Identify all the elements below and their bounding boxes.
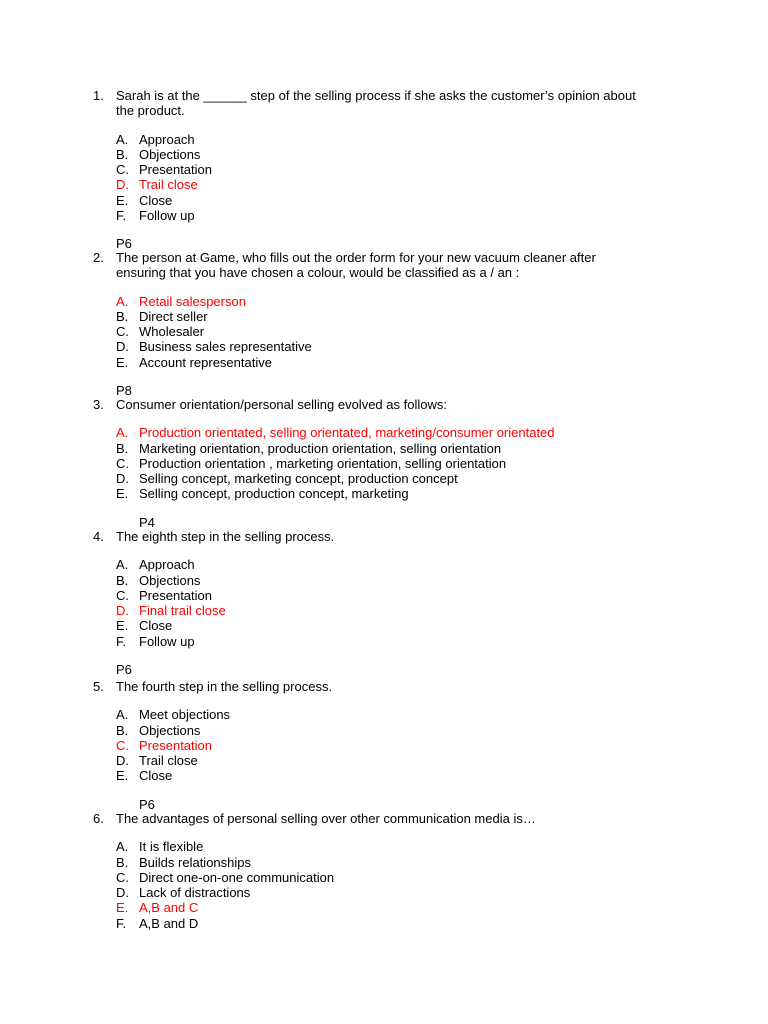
option-a bbox=[0, 294, 768, 309]
question-text: The person at Game, who fills out the order form for your new vacuum cleaner after ensuring that you have chosen a colour, would be classified as a / an : bbox=[116, 250, 596, 281]
question-number: 4. bbox=[93, 529, 104, 544]
option-text: Direct one-on-one communication bbox=[139, 869, 335, 885]
question-text: Sarah is at the ______ step of the selling process if she asks the customer’s opinion about the product. bbox=[116, 88, 636, 119]
question-text: The eighth step in the selling process. bbox=[116, 529, 335, 544]
option-d bbox=[0, 177, 768, 192]
option-text: Objections bbox=[139, 572, 201, 588]
option-letter: D. bbox=[116, 603, 129, 619]
option-letter: B. bbox=[116, 146, 129, 162]
option-f bbox=[0, 634, 768, 649]
option-letter: D. bbox=[116, 177, 129, 193]
option-a bbox=[0, 707, 768, 722]
option-b bbox=[0, 147, 768, 162]
option-d bbox=[0, 471, 768, 486]
option-letter: B. bbox=[116, 308, 129, 324]
question-number: 2. bbox=[93, 250, 104, 265]
page-reference: P4 bbox=[139, 514, 155, 530]
option-letter: C. bbox=[116, 587, 129, 603]
option-c bbox=[0, 738, 768, 753]
option-text: Objections bbox=[139, 146, 201, 162]
option-e bbox=[0, 900, 768, 915]
option-text: Approach bbox=[139, 557, 195, 573]
option-a bbox=[0, 557, 768, 572]
option-text: Business sales representative bbox=[139, 339, 312, 355]
option-list bbox=[0, 132, 768, 224]
option-e bbox=[0, 618, 768, 633]
option-text: Account representative bbox=[139, 354, 272, 370]
option-text: Objections bbox=[139, 722, 201, 738]
option-text: Final trail close bbox=[139, 603, 226, 619]
option-letter: C. bbox=[116, 737, 129, 753]
option-text: Close bbox=[139, 192, 173, 208]
option-d bbox=[0, 885, 768, 900]
option-b bbox=[0, 573, 768, 588]
option-letter: B. bbox=[116, 572, 129, 588]
question-stem bbox=[0, 679, 646, 694]
question-text: The advantages of personal selling over other communication media is… bbox=[116, 811, 536, 826]
option-list bbox=[0, 294, 768, 370]
question-text: The fourth step in the selling process. bbox=[116, 679, 333, 694]
option-text: Wholesaler bbox=[139, 324, 205, 340]
question-text: Consumer orientation/personal selling evolved as follows: bbox=[116, 397, 447, 412]
option-list bbox=[0, 557, 768, 649]
question-5 bbox=[0, 679, 768, 812]
option-b bbox=[0, 855, 768, 870]
option-letter: A. bbox=[116, 425, 129, 441]
option-letter: E. bbox=[116, 900, 129, 916]
page-reference: P8 bbox=[116, 383, 132, 399]
option-c bbox=[0, 456, 768, 471]
option-text: Presentation bbox=[139, 162, 212, 178]
option-c bbox=[0, 324, 768, 339]
option-text: Close bbox=[139, 768, 173, 784]
option-b bbox=[0, 723, 768, 738]
option-letter: A. bbox=[116, 839, 129, 855]
option-c bbox=[0, 870, 768, 885]
question-number: 6. bbox=[93, 811, 104, 826]
option-text: Selling concept, production concept, marketing bbox=[139, 486, 409, 502]
option-text: Trail close bbox=[139, 177, 198, 193]
option-text: Presentation bbox=[139, 737, 212, 753]
option-e bbox=[0, 193, 768, 208]
question-stem bbox=[0, 250, 646, 281]
option-text: Production orientation , marketing orientation, selling orientation bbox=[139, 455, 507, 471]
option-a bbox=[0, 839, 768, 854]
option-text: Presentation bbox=[139, 587, 212, 603]
question-stem bbox=[0, 811, 646, 826]
option-text: It is flexible bbox=[139, 839, 204, 855]
question-3 bbox=[0, 397, 768, 530]
question-stem bbox=[0, 88, 646, 119]
option-text: Direct seller bbox=[139, 308, 208, 324]
option-text: Meet objections bbox=[139, 707, 231, 723]
option-letter: C. bbox=[116, 869, 129, 885]
option-b bbox=[0, 309, 768, 324]
option-letter: C. bbox=[116, 324, 129, 340]
option-text: Lack of distractions bbox=[139, 885, 251, 901]
option-letter: D. bbox=[116, 753, 129, 769]
option-text: Retail salesperson bbox=[139, 293, 246, 309]
option-letter: C. bbox=[116, 455, 129, 471]
option-letter: A. bbox=[116, 707, 129, 723]
option-letter: D. bbox=[116, 885, 129, 901]
option-e bbox=[0, 486, 768, 501]
option-text: Follow up bbox=[139, 208, 195, 224]
option-letter: A. bbox=[116, 293, 129, 309]
question-number: 1. bbox=[93, 88, 104, 103]
question-4 bbox=[0, 529, 768, 677]
option-letter: E. bbox=[116, 618, 129, 634]
option-c bbox=[0, 588, 768, 603]
option-text: Trail close bbox=[139, 753, 198, 769]
page-reference: P6 bbox=[116, 662, 132, 678]
option-f bbox=[0, 208, 768, 223]
question-2 bbox=[0, 250, 768, 398]
option-e bbox=[0, 355, 768, 370]
option-letter: A. bbox=[116, 131, 129, 147]
option-letter: E. bbox=[116, 768, 129, 784]
question-stem bbox=[0, 529, 646, 544]
option-list bbox=[0, 707, 768, 783]
page-reference: P6 bbox=[116, 236, 132, 252]
question-1 bbox=[0, 88, 768, 252]
option-text: Approach bbox=[139, 131, 195, 147]
option-e bbox=[0, 768, 768, 783]
option-d bbox=[0, 753, 768, 768]
option-text: Follow up bbox=[139, 633, 195, 649]
option-a bbox=[0, 132, 768, 147]
option-c bbox=[0, 162, 768, 177]
option-letter: D. bbox=[116, 471, 129, 487]
option-letter: A. bbox=[116, 557, 129, 573]
option-text: A,B and C bbox=[139, 900, 199, 916]
option-b bbox=[0, 441, 768, 456]
page-reference: P6 bbox=[139, 796, 155, 812]
option-letter: E. bbox=[116, 354, 129, 370]
option-text: Selling concept, marketing concept, production concept bbox=[139, 471, 458, 487]
option-list bbox=[0, 839, 768, 931]
option-text: Close bbox=[139, 618, 173, 634]
option-letter: E. bbox=[116, 192, 129, 208]
option-f bbox=[0, 916, 768, 931]
option-text: Builds relationships bbox=[139, 854, 252, 870]
question-stem bbox=[0, 397, 646, 412]
option-d bbox=[0, 339, 768, 354]
option-text: A,B and D bbox=[139, 915, 199, 931]
question-6 bbox=[0, 811, 768, 944]
option-letter: C. bbox=[116, 162, 129, 178]
option-letter: B. bbox=[116, 854, 129, 870]
option-letter: F. bbox=[116, 633, 127, 649]
option-list bbox=[0, 425, 768, 501]
option-a bbox=[0, 425, 768, 440]
option-letter: B. bbox=[116, 722, 129, 738]
option-letter: F. bbox=[116, 915, 127, 931]
option-letter: B. bbox=[116, 440, 129, 456]
question-number: 5. bbox=[93, 679, 104, 694]
option-letter: E. bbox=[116, 486, 129, 502]
option-text: Production orientated, selling orientated, marketing/consumer orientated bbox=[139, 425, 555, 441]
option-letter: F. bbox=[116, 208, 127, 224]
option-text: Marketing orientation, production orientation, selling orientation bbox=[139, 440, 502, 456]
option-d bbox=[0, 603, 768, 618]
option-letter: D. bbox=[116, 339, 129, 355]
question-number: 3. bbox=[93, 397, 104, 412]
